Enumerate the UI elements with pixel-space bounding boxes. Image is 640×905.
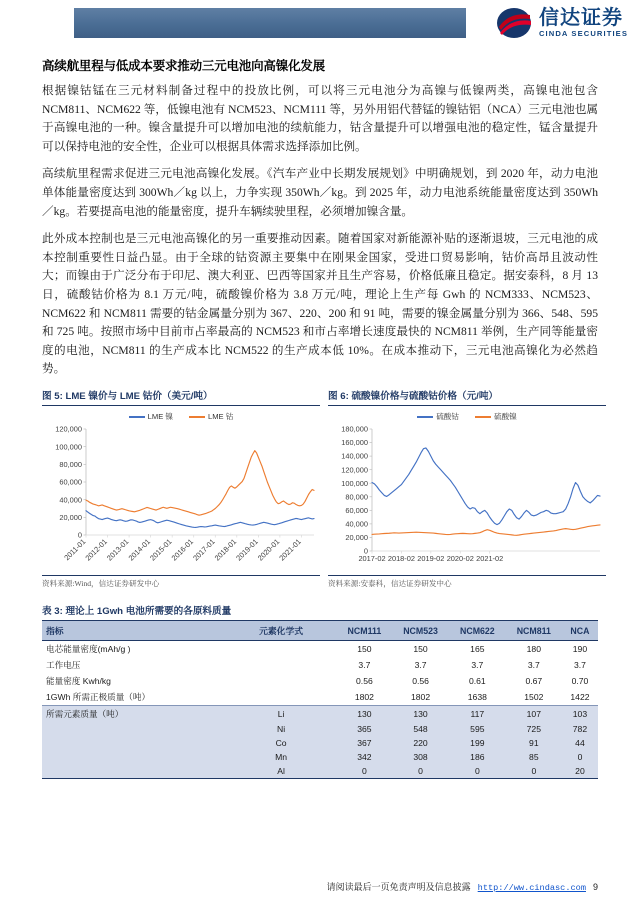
cell-value: 165 xyxy=(470,644,485,655)
brand-name-en: CINDA SECURITIES xyxy=(538,29,628,39)
cell-value: 3.7 xyxy=(358,660,371,671)
th-ncm523: NCM523 xyxy=(392,621,449,641)
page-header xyxy=(0,0,640,46)
svg-text:2020-01: 2020-01 xyxy=(255,537,282,563)
cell-value: 0.70 xyxy=(571,676,589,687)
cell-formula: Co xyxy=(225,736,336,750)
figure-5-plot-area xyxy=(42,423,320,573)
table-row xyxy=(42,722,598,736)
cell-value: 0.56 xyxy=(412,676,429,687)
svg-text:80,000: 80,000 xyxy=(345,492,368,502)
header-banner-bar xyxy=(74,8,466,38)
table-row xyxy=(42,706,598,723)
legend-label-lme-nickel: LME 镍 xyxy=(147,412,173,422)
svg-text:2017-02: 2017-02 xyxy=(358,554,386,564)
cell-value: 0.67 xyxy=(525,676,543,687)
table-row xyxy=(42,641,598,658)
table-row xyxy=(42,750,598,764)
svg-text:0: 0 xyxy=(77,530,82,540)
cell-value: 44 xyxy=(562,736,598,750)
th-ncm622: NCM622 xyxy=(449,621,506,641)
cell-value: 117 xyxy=(449,706,506,723)
figure-5-legend xyxy=(42,408,320,423)
svg-text:2019-01: 2019-01 xyxy=(234,537,260,563)
cell-indicator xyxy=(42,750,225,764)
cell-value: 1502 xyxy=(506,689,562,706)
cell-indicator xyxy=(42,722,225,736)
cell-value: 3.7 xyxy=(573,660,586,671)
cell-value: 0.56 xyxy=(356,676,373,687)
svg-text:180,000: 180,000 xyxy=(341,424,368,434)
svg-text:140,000: 140,000 xyxy=(341,452,368,462)
article-body xyxy=(0,56,640,379)
paragraph-3: 此外成本控制也是三元电池高镍化的另一重要推动因素。随着国家对新能源补贴的逐渐退坡，三元电池的成本控制重要性日益凸显。由于全球的钴资源主要集中在刚果金国家，受进口贸易影响，钴价高昂且波动性大；而镍由于广泛分布于印尼、澳大利亚、巴西等国家并且生产容易，价格低廉且稳定。据安泰科，8 月 13 日，硫酸钴价格为 8.1 万元/吨，硫酸镍价格为 3.8 万元/吨，理论上生产每 Gwh 的 NCM333、NCM523、 NCM622 和 NCM811 需要的钴金属量分别为 367、220、200 和 91 吨，需要的镍金属量分别为 366、548、595 和 725 吨。按照市场中目前市占率最高的 NCM523 和市占率增长速度最快的 NCM811 举例，生产同等能量密度的电池，NCM811 的生产成本比 NCM522 的生产成本低 10%。在成本推动下，三元电池高镍化为必然趋势。 xyxy=(42,232,598,376)
svg-text:2019-02: 2019-02 xyxy=(417,554,445,564)
svg-text:2017-01: 2017-01 xyxy=(191,537,217,563)
cell-value: 220 xyxy=(392,736,449,750)
paragraph-2: 高续航里程需求促进三元电池高镍化发展。《汽车产业中长期发展规划》中明确规划，到 2020 年，动力电池单体能量密度达到 300Wh／kg 以上，力争实现 350Wh／kg。到 2025 年，动力电池系统能量密度达到 350Wh／kg。若要提高电池的能量密度，提升车辆续驶里程，必须增加镍含量。 xyxy=(42,167,598,218)
logo-text-block xyxy=(539,8,628,38)
cell-value: 3.7 xyxy=(471,660,484,671)
svg-text:2016-01: 2016-01 xyxy=(169,537,196,563)
footer-disclaimer: 请阅读最后一页免责声明及信息披露 xyxy=(326,882,471,892)
th-indicator: 指标 xyxy=(42,621,225,641)
cell-value: 3.7 xyxy=(527,660,540,671)
cell-value: 199 xyxy=(449,736,506,750)
cell-indicator: 工作电压 xyxy=(46,660,81,671)
page-number: 9 xyxy=(592,882,598,892)
page-footer xyxy=(0,880,640,893)
svg-text:2021-01: 2021-01 xyxy=(277,537,303,563)
svg-text:0: 0 xyxy=(363,546,368,556)
cell-value: 103 xyxy=(562,706,598,723)
cell-value: 725 xyxy=(506,722,562,736)
legend-label-cobalt-sulfate: 硫酸钴 xyxy=(436,412,459,422)
cell-formula: Ni xyxy=(225,722,336,736)
table-header-row xyxy=(42,621,598,641)
figure-6-chart xyxy=(328,423,606,571)
svg-text:2020-02: 2020-02 xyxy=(446,554,474,564)
cell-value: 308 xyxy=(392,750,449,764)
legend-label-lme-cobalt: LME 钴 xyxy=(208,412,234,422)
legend-swatch-cobalt-sulfate xyxy=(417,416,433,418)
legend-item-nickel-sulfate xyxy=(475,411,517,422)
legend-swatch-lme-cobalt xyxy=(189,416,205,418)
legend-swatch-lme-nickel xyxy=(129,416,145,418)
legend-item-cobalt-sulfate xyxy=(417,411,459,422)
figure-5 xyxy=(42,388,320,589)
cell-indicator: 电芯能量密度(mAh/g ) xyxy=(46,644,131,655)
table-row xyxy=(42,689,598,706)
cell-value: 3.7 xyxy=(414,660,427,671)
cell-indicator xyxy=(42,764,225,779)
cell-value: 0 xyxy=(337,764,393,779)
cell-formula xyxy=(225,673,336,689)
cell-value: 150 xyxy=(357,644,372,655)
svg-text:2018-01: 2018-01 xyxy=(212,537,239,563)
svg-text:2012-01: 2012-01 xyxy=(83,537,109,563)
cell-indicator: 所需元素质量（吨） xyxy=(42,706,225,723)
table-row xyxy=(42,736,598,750)
cell-indicator xyxy=(42,736,225,750)
table-3-wrap xyxy=(0,603,640,779)
figure-6-legend xyxy=(328,408,606,423)
svg-text:60,000: 60,000 xyxy=(59,477,82,487)
cell-value: 1422 xyxy=(562,689,598,706)
th-ncm811: NCM811 xyxy=(506,621,562,641)
cell-value: 180 xyxy=(526,644,541,655)
cell-value: 595 xyxy=(449,722,506,736)
paragraph-1: 根据镍钴锰在三元材料制备过程中的投放比例，可以将三元电池分为高镍与低镍两类，高镍电池包含 NCM811、NCM622 等，低镍电池有 NCM523、NCM111 等，另外用铝代替锰的镍钴铝（NCA）三元电池也属于高镍电池的一种。镍含量提升可以增加电池的续航能力，钴含量提升可以增强电池的稳定性，锰含量提升可以保持电池的安全性，企业可以根据具体需求选择添加比例。 xyxy=(42,84,598,153)
table-body xyxy=(42,641,598,779)
figure-5-caption: 图 5: LME 镍价与 LME 钴价（美元/吨） xyxy=(42,390,213,402)
svg-text:160,000: 160,000 xyxy=(341,438,368,448)
cell-formula xyxy=(225,689,336,706)
svg-text:2013-01: 2013-01 xyxy=(104,537,131,563)
svg-text:120,000: 120,000 xyxy=(341,465,368,475)
cell-value: 0.61 xyxy=(468,676,486,687)
cell-formula: Li xyxy=(225,706,336,723)
cell-value: 1638 xyxy=(449,689,506,706)
table-row xyxy=(42,657,598,673)
cell-value: 91 xyxy=(506,736,562,750)
cell-value: 1802 xyxy=(392,689,449,706)
figure-6-source: 资料来源:安泰科，信达证券研发中心 xyxy=(328,575,606,589)
brand-name-cn: 信达证券 xyxy=(538,7,623,30)
cell-value: 367 xyxy=(337,736,393,750)
cell-value: 85 xyxy=(506,750,562,764)
th-ncm111: NCM111 xyxy=(337,621,393,641)
figure-5-chart xyxy=(42,423,320,571)
svg-text:80,000: 80,000 xyxy=(59,460,82,470)
th-formula: 元素化学式 xyxy=(225,621,336,641)
cell-value: 0 xyxy=(562,750,598,764)
figure-5-source: 资料来源:Wind，信达证券研发中心 xyxy=(42,575,320,589)
cell-value: 150 xyxy=(413,644,428,655)
legend-swatch-nickel-sulfate xyxy=(475,416,491,418)
table-3-caption: 表 3: 理论上 1Gwh 电池所需要的各原料质量 xyxy=(42,606,232,618)
cell-formula xyxy=(225,641,336,658)
cell-indicator: 1GWh 所需正极质量（吨） xyxy=(42,689,225,706)
th-nca: NCA xyxy=(562,621,598,641)
cell-indicator: 能量密度 Kwh/kg xyxy=(46,676,111,687)
figure-6 xyxy=(328,388,606,589)
svg-text:100,000: 100,000 xyxy=(55,442,82,452)
svg-text:20,000: 20,000 xyxy=(59,513,82,523)
svg-text:20,000: 20,000 xyxy=(345,533,368,543)
cell-formula xyxy=(225,657,336,673)
svg-text:2021-02: 2021-02 xyxy=(476,554,504,564)
cell-value: 107 xyxy=(506,706,562,723)
cell-formula: Al xyxy=(225,764,336,779)
cell-value: 0 xyxy=(392,764,449,779)
svg-text:40,000: 40,000 xyxy=(345,519,368,529)
figure-5-rule xyxy=(42,405,320,406)
cell-value: 365 xyxy=(337,722,393,736)
page-title: 高续航里程与低成本要求推动三元电池向高镍化发展 xyxy=(42,59,325,73)
figure-6-caption: 图 6: 硫酸镍价格与硫酸钴价格（元/吨） xyxy=(328,390,499,402)
legend-item-lme-cobalt xyxy=(189,411,233,422)
table-row xyxy=(42,764,598,779)
table-head xyxy=(42,621,598,641)
svg-text:2018-02: 2018-02 xyxy=(387,554,415,564)
cinda-swoosh-logo-icon xyxy=(495,6,533,40)
raw-material-table xyxy=(42,620,598,779)
svg-text:60,000: 60,000 xyxy=(345,506,368,516)
cell-value: 190 xyxy=(572,644,588,655)
svg-text:2015-01: 2015-01 xyxy=(148,537,174,563)
cell-value: 1802 xyxy=(337,689,393,706)
figures-row xyxy=(0,388,640,589)
table-row xyxy=(42,673,598,689)
cell-value: 342 xyxy=(337,750,393,764)
svg-text:120,000: 120,000 xyxy=(55,424,82,434)
svg-text:100,000: 100,000 xyxy=(341,479,368,489)
legend-item-lme-nickel xyxy=(129,411,173,422)
cell-value: 0 xyxy=(506,764,562,779)
cell-value: 548 xyxy=(392,722,449,736)
cell-value: 20 xyxy=(562,764,598,779)
cell-value: 130 xyxy=(392,706,449,723)
cell-value: 186 xyxy=(449,750,506,764)
company-logo xyxy=(495,4,628,42)
cell-formula: Mn xyxy=(225,750,336,764)
figure-6-rule xyxy=(328,405,606,406)
legend-label-nickel-sulfate: 硫酸镍 xyxy=(494,412,517,422)
svg-text:2011-01: 2011-01 xyxy=(62,537,88,563)
cell-value: 0 xyxy=(449,764,506,779)
figure-6-plot-area xyxy=(328,423,606,573)
cell-value: 782 xyxy=(562,722,598,736)
footer-url-link[interactable]: http://ww.cindasc.com xyxy=(477,883,586,893)
svg-text:2014-01: 2014-01 xyxy=(126,537,153,563)
cell-value: 130 xyxy=(337,706,393,723)
svg-text:40,000: 40,000 xyxy=(59,495,82,505)
